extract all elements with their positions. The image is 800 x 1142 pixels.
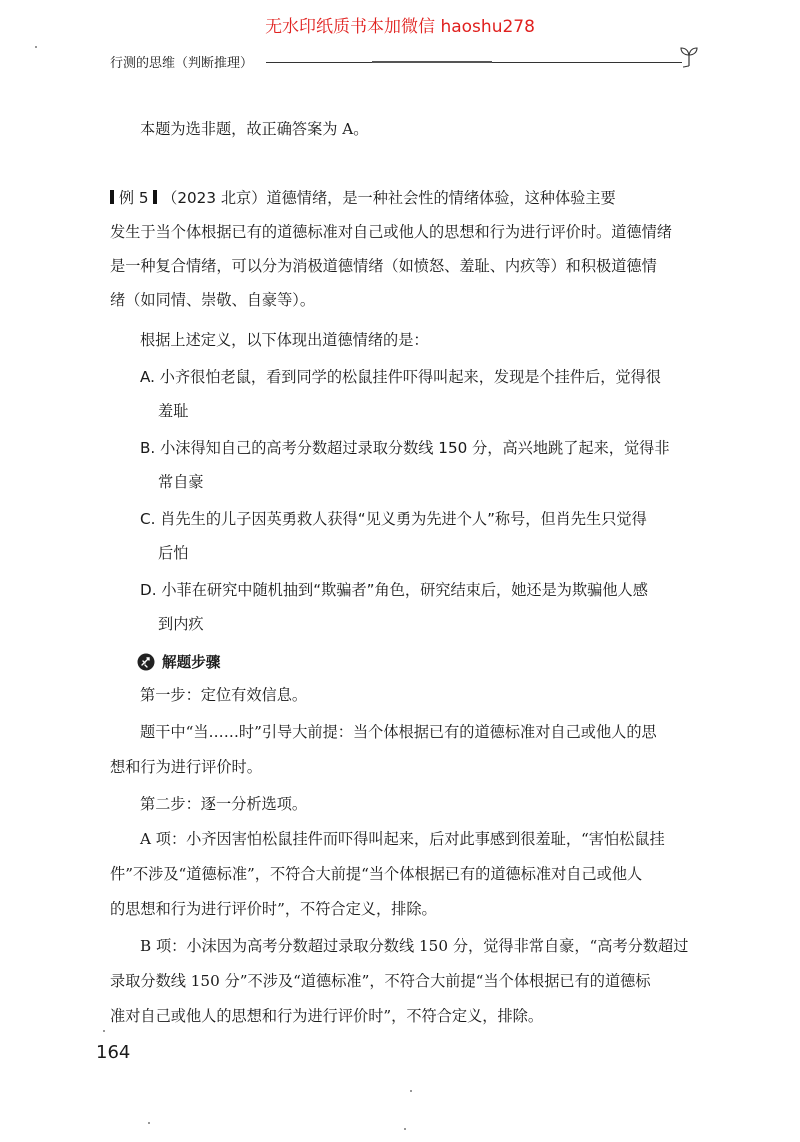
definition-line-1: 道德情绪，是一种社会性的情绪体验，这种体验主要 xyxy=(266,189,616,207)
analysis-a-line-2: 件”不涉及“道德标准”，不符合大前提“当个体根据已有的道德标准对自己或他人 xyxy=(110,865,643,883)
analysis-b-line-2: 录取分数线 150 分”不涉及“道德标准”，不符合大前提“当个体根据已有的道德标 xyxy=(110,972,651,990)
example-label: 例 5 xyxy=(118,189,149,207)
analysis-b-line-3: 准对自己或他人的思想和行为进行评价时”，不符合定义，排除。 xyxy=(110,1007,544,1025)
page-number: 164 xyxy=(96,1042,131,1063)
definition-line-3: 是一种复合情绪，可以分为消极道德情绪（如愤怒、羞耻、内疚等）和积极道德情 xyxy=(110,257,657,275)
analysis-b-line-1: B 项：小沫因为高考分数超过录取分数线 150 分，觉得非常自豪，“高考分数超过 xyxy=(140,937,689,955)
scan-speck xyxy=(404,1128,406,1130)
example-source: （2023 北京） xyxy=(162,189,267,207)
option-a-line-1: A. 小齐很怕老鼠，看到同学的松鼠挂件吓得叫起来，发现是个挂件后，觉得很 xyxy=(140,368,661,386)
option-d-line-2: 到内疚 xyxy=(158,615,204,633)
watermark: 无水印纸质书本加微信 haoshu278 xyxy=(265,17,535,37)
option-b-line-2: 常自豪 xyxy=(158,473,204,491)
analysis-a-line-3: 的思想和行为进行评价时”，不符合定义，排除。 xyxy=(110,900,437,918)
question-stem: 根据上述定义，以下体现出道德情绪的是： xyxy=(140,331,429,349)
scan-speck xyxy=(103,1030,105,1032)
step-1-text-line-1: 题干中“当……时”引导大前提：当个体根据已有的道德标准对自己或他人的思 xyxy=(140,723,657,741)
option-a-line-2: 羞耻 xyxy=(158,402,189,420)
header-title: 行测的思维（判断推理） xyxy=(110,56,254,71)
example-heading xyxy=(110,187,616,208)
definition-line-4: 绪（如同情、崇敬、自豪等）。 xyxy=(110,291,316,309)
scan-speck xyxy=(148,1122,150,1124)
running-header xyxy=(110,52,700,74)
bracket-bar-right xyxy=(153,190,157,204)
option-c-line-1: C. 肖先生的儿子因英勇救人获得“见义勇为先进个人”称号，但肖先生只觉得 xyxy=(140,510,647,528)
solution-steps-icon xyxy=(137,653,155,671)
header-rule-accent xyxy=(372,61,492,63)
bracket-bar-left xyxy=(110,190,114,204)
step-1-heading: 第一步：定位有效信息。 xyxy=(140,686,308,704)
step-1-text-line-2: 想和行为进行评价时。 xyxy=(110,758,262,776)
sprout-icon xyxy=(678,44,700,68)
scan-speck xyxy=(35,46,37,48)
definition-line-2: 发生于当个体根据已有的道德标准对自己或他人的思想和行为进行评价时。道德情绪 xyxy=(110,223,672,241)
scan-speck xyxy=(410,1090,412,1092)
option-d-line-1: D. 小菲在研究中随机抽到“欺骗者”角色，研究结束后，她还是为欺骗他人感 xyxy=(140,581,648,599)
analysis-a-line-1: A 项：小齐因害怕松鼠挂件而吓得叫起来，后对此事感到很羞耻，“害怕松鼠挂 xyxy=(140,830,665,848)
previous-conclusion: 本题为选非题，故正确答案为 A。 xyxy=(140,120,369,138)
step-2-heading: 第二步：逐一分析选项。 xyxy=(140,795,308,813)
option-c-line-2: 后怕 xyxy=(158,544,189,562)
option-b-line-1: B. 小沫得知自己的高考分数超过录取分数线 150 分，高兴地跳了起来，觉得非 xyxy=(140,439,670,457)
solution-steps-title: 解题步骤 xyxy=(162,654,221,671)
